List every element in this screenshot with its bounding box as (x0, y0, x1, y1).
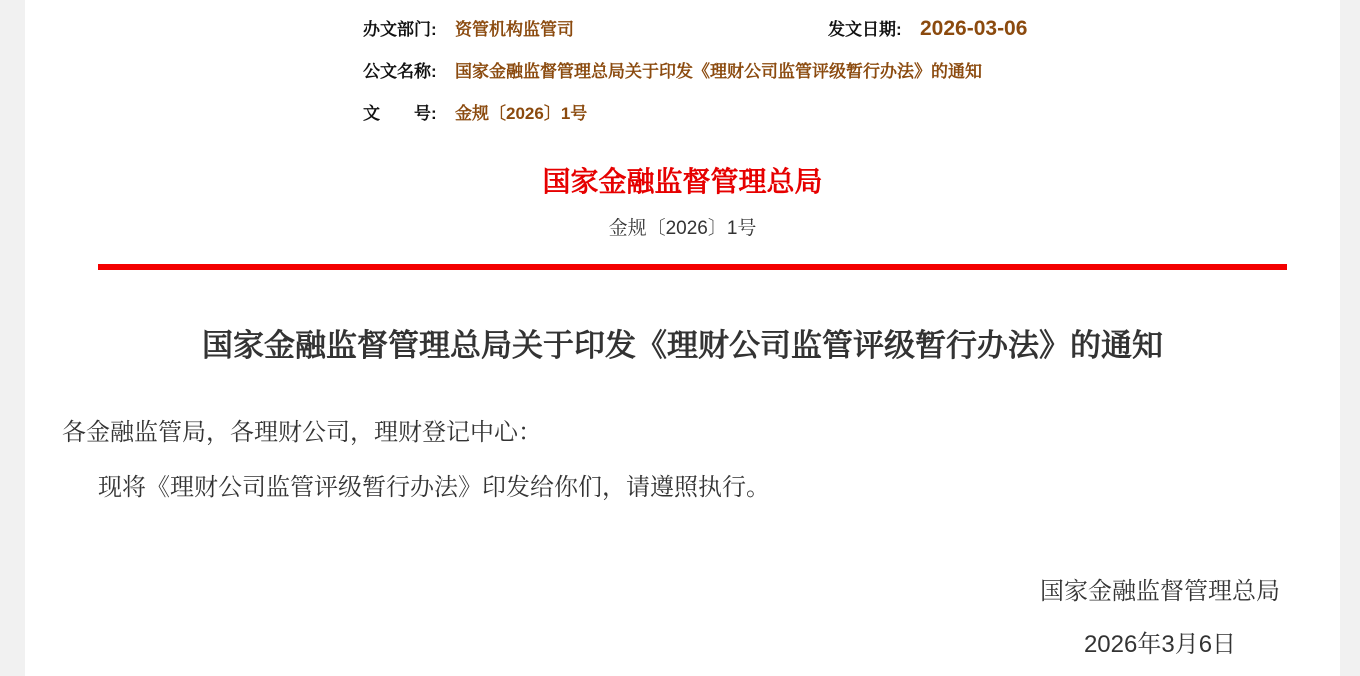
notice-title: 国家金融监督管理总局关于印发《理财公司监管评级暂行办法》的通知 (202, 328, 1163, 363)
meta-pair-department (363, 19, 828, 41)
salutation-line: 各金融监管局，各理财公司，理财登记中心： (62, 419, 542, 446)
issuer-agency-title: 国家金融监督管理总局 (542, 166, 823, 197)
meta-issue-date-label: 发文日期: (828, 20, 902, 39)
signature-inner (1040, 577, 1280, 660)
meta-department-value: 资管机构监管司 (455, 20, 574, 39)
meta-issue-date-value: 2026-03-06 (920, 17, 1028, 40)
meta-document-number-label: 文 号: (363, 104, 437, 123)
meta-department-label: 办文部门: (363, 20, 437, 39)
meta-row-document-name (363, 61, 1340, 83)
signature-date: 2026年3月6日 (1083, 631, 1237, 658)
document-page (25, 0, 1340, 676)
signature-issuer: 国家金融监督管理总局 (1040, 578, 1280, 605)
meta-document-number-value: 金规〔2026〕1号 (455, 104, 588, 123)
signature-block (25, 577, 1340, 660)
body-paragraph: 现将《理财公司监管评级暂行办法》印发给你们，请遵照执行。 (98, 474, 770, 501)
meta-row-department-date (363, 18, 1340, 41)
meta-pair-issue-date (828, 18, 1027, 41)
red-double-divider (98, 264, 1287, 270)
meta-row-document-number (363, 103, 1340, 125)
document-number-heading: 金规〔2026〕1号 (608, 218, 757, 239)
meta-document-name-label: 公文名称: (363, 62, 437, 81)
meta-document-name-value: 国家金融监督管理总局关于印发《理财公司监管评级暂行办法》的通知 (455, 62, 982, 81)
document-meta (363, 0, 1340, 125)
